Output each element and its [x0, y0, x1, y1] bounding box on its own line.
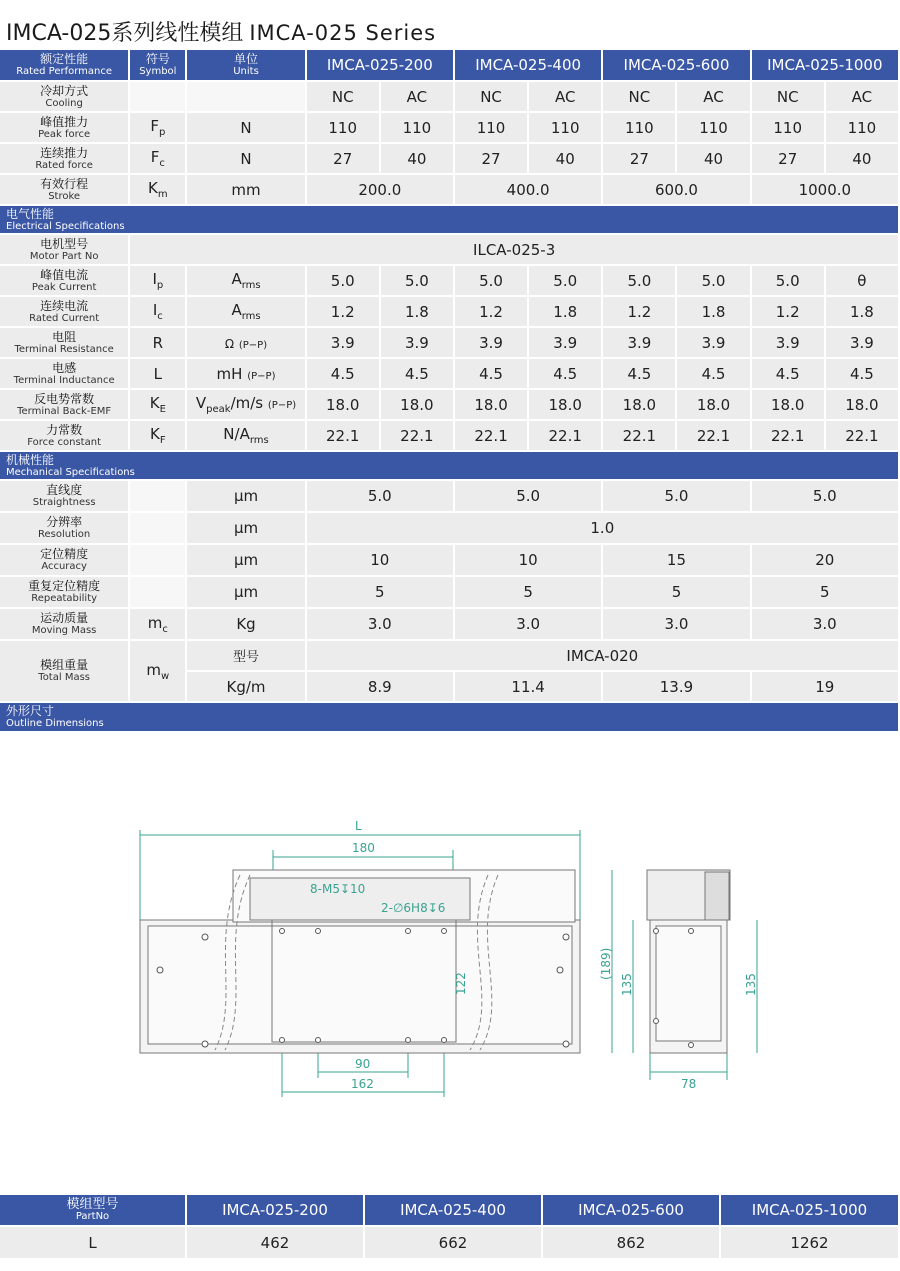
unit-cell: μm: [187, 513, 304, 543]
cell: 5.0: [381, 266, 453, 295]
cell: 1.2: [307, 297, 379, 326]
cell: 22.1: [529, 421, 601, 450]
unit-cell: $N/A_{rms}$: [187, 421, 304, 450]
row-label: 有效行程 Stroke: [0, 175, 128, 204]
stroke-row: [0, 175, 898, 204]
cell: 22.1: [381, 421, 453, 450]
cell: 1.8: [529, 297, 601, 326]
symbol-cell: $I_p$: [130, 266, 185, 295]
cell: 3.9: [826, 328, 898, 357]
model-header: IMCA-025-600: [543, 1195, 719, 1225]
symbol-cell: R: [130, 328, 185, 357]
dim-135a: 135: [620, 973, 634, 996]
model-header: IMCA-025-400: [455, 50, 601, 80]
accuracy-row: [0, 545, 898, 575]
unit-cell: $V_{peak}/m/s$ (P−P): [187, 390, 304, 419]
cell: NC: [603, 82, 675, 111]
row-label: 峰值电流 Peak Current: [0, 266, 128, 295]
straightness-row: [0, 481, 898, 511]
cell: 4.5: [455, 359, 527, 388]
cell: 110: [529, 113, 601, 142]
peak-current-row: [0, 266, 898, 295]
row-label: 反电势常数 Terminal Back-EMF: [0, 390, 128, 419]
cell: 3.9: [381, 328, 453, 357]
cell: 3.9: [677, 328, 749, 357]
units-header: 单位 Units: [187, 50, 304, 80]
cell: 27: [603, 144, 675, 173]
page-title: [6, 16, 436, 47]
cell: 18.0: [677, 390, 749, 419]
cell: 19: [752, 672, 898, 701]
outline-drawing: [0, 800, 900, 1100]
row-label: 电感 Terminal Inductance: [0, 359, 128, 388]
cell: 5.0: [455, 266, 527, 295]
length-table: [0, 1193, 900, 1260]
cell: 5.0: [307, 481, 453, 511]
cell: 22.1: [455, 421, 527, 450]
unit-cell: μm: [187, 481, 304, 511]
cooling-row: [0, 82, 898, 111]
dim-189: (189): [599, 947, 613, 980]
cell: 22.1: [677, 421, 749, 450]
cell: 3.9: [529, 328, 601, 357]
mechanical-section: [0, 452, 898, 479]
row-label: 连续电流 Rated Current: [0, 297, 128, 326]
unit-cell: N: [187, 113, 304, 142]
row-label: 直线度 Straightness: [0, 481, 128, 511]
cell: 3.0: [307, 609, 453, 639]
inductance-row: [0, 359, 898, 388]
repeatability-row: [0, 577, 898, 607]
cell: 5: [307, 577, 453, 607]
cell: AC: [677, 82, 749, 111]
cell: 20: [752, 545, 898, 575]
cell: 3.0: [455, 609, 601, 639]
cell: 400.0: [455, 175, 601, 204]
cell: 5.0: [603, 481, 749, 511]
model-header: IMCA-025-600: [603, 50, 749, 80]
resistance-row: [0, 328, 898, 357]
cell: 5.0: [603, 266, 675, 295]
cell: 4.5: [677, 359, 749, 388]
title-en: IMCA-025 Series: [249, 21, 437, 45]
dim-135b: 135: [744, 973, 758, 996]
cell: 18.0: [752, 390, 824, 419]
electrical-section: [0, 206, 898, 233]
cell: 3.9: [307, 328, 379, 357]
cell: 8.9: [307, 672, 453, 701]
cell: ILCA-025-3: [130, 235, 898, 264]
cell: 40: [529, 144, 601, 173]
cell: 5: [752, 577, 898, 607]
cell: 22.1: [603, 421, 675, 450]
row-label: 力常数 Force constant: [0, 421, 128, 450]
cell: 5: [603, 577, 749, 607]
cell: 1.2: [752, 297, 824, 326]
row-label: 电阻 Terminal Resistance: [0, 328, 128, 357]
cont-force-row: [0, 144, 898, 173]
cell: 13.9: [603, 672, 749, 701]
symbol-cell: $F_c$: [130, 144, 185, 173]
cell: 5: [455, 577, 601, 607]
cell: 1.8: [826, 297, 898, 326]
cell: 462: [187, 1227, 363, 1258]
symbol-cell: $K_E$: [130, 390, 185, 419]
cell: 3.0: [603, 609, 749, 639]
cell: NC: [307, 82, 379, 111]
cell: 1000.0: [752, 175, 898, 204]
empty-cell: [130, 513, 185, 543]
cell: 4.5: [381, 359, 453, 388]
header-row: [0, 50, 898, 80]
row-label: 重复定位精度 Repeatability: [0, 577, 128, 607]
model-header: IMCA-025-200: [307, 50, 453, 80]
cell: 5.0: [677, 266, 749, 295]
row-label: 分辨率 Resolution: [0, 513, 128, 543]
cell: IMCA-020: [307, 641, 898, 670]
cell: 1.2: [603, 297, 675, 326]
cell: 1.8: [677, 297, 749, 326]
cell: 11.4: [455, 672, 601, 701]
symbol-cell: $F_p$: [130, 113, 185, 142]
cell: 18.0: [826, 390, 898, 419]
cell: θ: [826, 266, 898, 295]
cell: 3.9: [455, 328, 527, 357]
cell: AC: [529, 82, 601, 111]
symbol-cell: $I_c$: [130, 297, 185, 326]
cell: 600.0: [603, 175, 749, 204]
cell: 110: [307, 113, 379, 142]
cell: NC: [752, 82, 824, 111]
dim-holes1: 8-M5↧10: [310, 882, 366, 896]
dim-holes2: 2-∅6H8↧6: [381, 901, 446, 915]
cell: 662: [365, 1227, 541, 1258]
module-side-view: [647, 870, 730, 1053]
row-label: 模组重量 Total Mass: [0, 641, 128, 701]
symbol-cell: $K_m$: [130, 175, 185, 204]
model-header: IMCA-025-1000: [721, 1195, 898, 1225]
empty-cell: [130, 82, 185, 111]
empty-cell: [130, 577, 185, 607]
section-header: 电气性能 Electrical Specifications: [0, 206, 898, 233]
cell: 18.0: [381, 390, 453, 419]
cell: 5.0: [752, 481, 898, 511]
section-header: 机械性能 Mechanical Specifications: [0, 452, 898, 479]
cell: 1262: [721, 1227, 898, 1258]
cell: 27: [455, 144, 527, 173]
cell: 110: [603, 113, 675, 142]
dim-l: L: [355, 819, 362, 833]
module-front-view: [140, 870, 580, 1053]
cell: 5.0: [307, 266, 379, 295]
cell: 22.1: [826, 421, 898, 450]
dim-90: 90: [355, 1057, 371, 1071]
motor-row: [0, 235, 898, 264]
empty-cell: [187, 82, 304, 111]
unit-cell: N: [187, 144, 304, 173]
dim-180: 180: [352, 841, 375, 855]
spec-table: [0, 48, 900, 733]
cell: 22.1: [752, 421, 824, 450]
row-label: 冷却方式 Cooling: [0, 82, 128, 111]
cell: AC: [381, 82, 453, 111]
force-const-row: [0, 421, 898, 450]
model-header: IMCA-025-200: [187, 1195, 363, 1225]
row-label: 峰值推力 Peak force: [0, 113, 128, 142]
cell: 15: [603, 545, 749, 575]
unit-cell: mm: [187, 175, 304, 204]
dim-78: 78: [681, 1077, 697, 1091]
unit-cell: Kg/m: [187, 672, 304, 701]
cell: 200.0: [307, 175, 453, 204]
cell: 3.9: [603, 328, 675, 357]
dim-162: 162: [351, 1077, 374, 1091]
cell: 18.0: [307, 390, 379, 419]
row-label: 电机型号 Motor Part No: [0, 235, 128, 264]
rated-header: 额定性能 Rated Performance: [0, 50, 128, 80]
cell: 18.0: [455, 390, 527, 419]
row-label: 运动质量 Moving Mass: [0, 609, 128, 639]
cell: 3.9: [752, 328, 824, 357]
cell: 4.5: [826, 359, 898, 388]
cell: 27: [752, 144, 824, 173]
cell: 4.5: [752, 359, 824, 388]
cell: 862: [543, 1227, 719, 1258]
cell: AC: [826, 82, 898, 111]
cell: 5.0: [529, 266, 601, 295]
symbol-cell: L: [130, 359, 185, 388]
section-header: 外形尺寸 Outline Dimensions: [0, 703, 898, 731]
cell: 110: [752, 113, 824, 142]
cell: 18.0: [529, 390, 601, 419]
cell: 18.0: [603, 390, 675, 419]
cont-current-row: [0, 297, 898, 326]
dim-122: 122: [454, 972, 468, 995]
title-cn: IMCA-025系列线性模组: [6, 21, 244, 46]
cell: 22.1: [307, 421, 379, 450]
model-header: IMCA-025-1000: [752, 50, 898, 80]
cell: 110: [381, 113, 453, 142]
symbol-cell: $m_w$: [130, 641, 185, 701]
unit-cell: μm: [187, 545, 304, 575]
outline-section: [0, 703, 898, 731]
cell: 1.0: [307, 513, 898, 543]
partno-header: 模组型号 PartNo: [0, 1195, 185, 1225]
cell: 110: [826, 113, 898, 142]
unit-cell: 型号: [187, 641, 304, 670]
unit-cell: μm: [187, 577, 304, 607]
row-label: 连续推力 Rated force: [0, 144, 128, 173]
symbol-cell: $m_c$: [130, 609, 185, 639]
cell: 40: [826, 144, 898, 173]
unit-cell: $A_{rms}$: [187, 266, 304, 295]
cell: 110: [455, 113, 527, 142]
cell: 4.5: [603, 359, 675, 388]
total-mass-row: [0, 641, 898, 670]
cell: NC: [455, 82, 527, 111]
cell: 3.0: [752, 609, 898, 639]
length-header-row: [0, 1195, 898, 1225]
symbol-header: 符号 Symbol: [130, 50, 185, 80]
back-emf-row: [0, 390, 898, 419]
unit-cell: mH (P−P): [187, 359, 304, 388]
cell: 4.5: [529, 359, 601, 388]
moving-mass-row: [0, 609, 898, 639]
unit-cell: Kg: [187, 609, 304, 639]
resolution-row: [0, 513, 898, 543]
cell: 27: [307, 144, 379, 173]
symbol-cell: $K_F$: [130, 421, 185, 450]
unit-cell: $A_{rms}$: [187, 297, 304, 326]
cell: 1.2: [455, 297, 527, 326]
empty-cell: [130, 545, 185, 575]
cell: 1.8: [381, 297, 453, 326]
empty-cell: [130, 481, 185, 511]
peak-force-row: [0, 113, 898, 142]
length-row: [0, 1227, 898, 1258]
cell: 5.0: [752, 266, 824, 295]
cell: 10: [307, 545, 453, 575]
cell: 4.5: [307, 359, 379, 388]
row-label: 定位精度 Accuracy: [0, 545, 128, 575]
row-label: L: [0, 1227, 185, 1258]
unit-cell: Ω (P−P): [187, 328, 304, 357]
cell: 40: [381, 144, 453, 173]
cell: 10: [455, 545, 601, 575]
cell: 5.0: [455, 481, 601, 511]
cell: 40: [677, 144, 749, 173]
cell: 110: [677, 113, 749, 142]
model-header: IMCA-025-400: [365, 1195, 541, 1225]
